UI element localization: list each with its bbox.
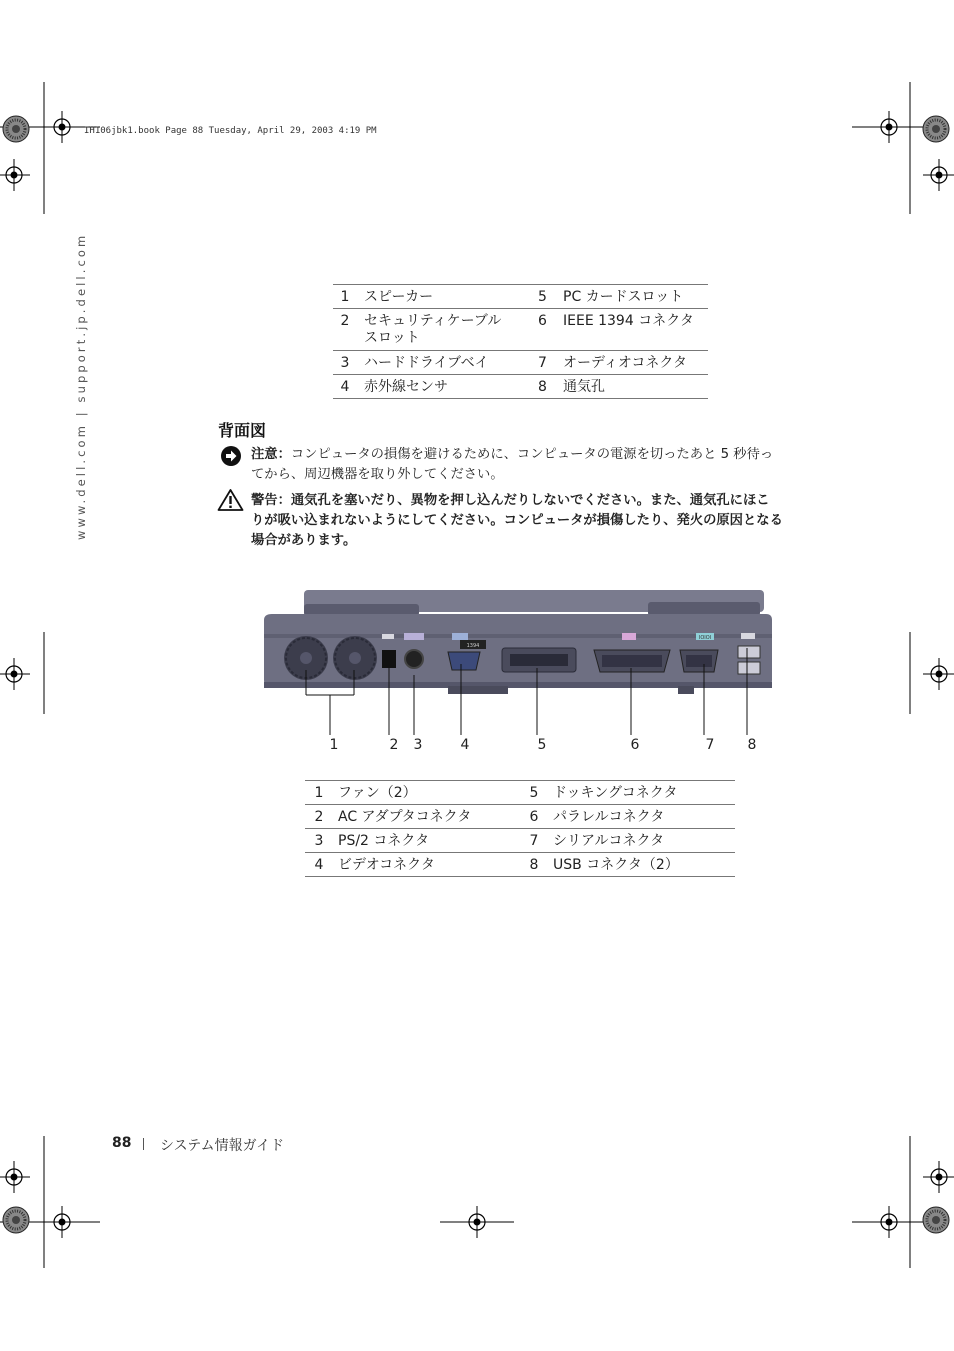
callout-5: 5: [537, 737, 547, 753]
callout-4: 4: [460, 737, 470, 753]
item-label: スピーカー: [364, 289, 434, 305]
item-label: PS/2 コネクタ: [338, 833, 430, 849]
item-number: 1: [314, 785, 324, 801]
warning-text-line1: 通気孔を塞いだり、異物を押し込んだりしないでください。また、通気孔にほこ: [290, 493, 770, 508]
section-title: 背面図: [218, 421, 267, 440]
side-url: www.dell.com | support.jp.dell.com: [74, 232, 88, 540]
notice-label: 注意：: [251, 447, 291, 462]
item-label: 赤外線センサ: [364, 379, 448, 395]
item-label: IEEE 1394 コネクタ: [563, 313, 694, 329]
callout-3: 3: [413, 737, 423, 753]
item-label-cont: スロット: [364, 330, 420, 346]
page-number: 88: [112, 1135, 132, 1151]
table-row: [305, 805, 735, 829]
item-number: 6: [529, 809, 539, 825]
footer-separator: [143, 1138, 144, 1150]
item-number: 7: [529, 833, 539, 849]
item-label: ハードドライブベイ: [364, 355, 489, 371]
item-number: 8: [529, 857, 539, 873]
item-label: シリアルコネクタ: [553, 833, 665, 849]
item-number: 3: [340, 355, 350, 371]
callout-6: 6: [630, 737, 640, 753]
item-label: 通気孔: [563, 379, 605, 395]
item-label: ドッキングコネクタ: [553, 785, 678, 801]
item-label: USB コネクタ（2）: [553, 857, 679, 873]
item-number: 7: [538, 355, 547, 371]
notice-text-line2: てから、周辺機器を取り外してください。: [251, 467, 504, 482]
book-header-line: IH106jbk1.book Page 88 Tuesday, April 29, 2003 4:19 PM: [84, 126, 377, 136]
callout-8: 8: [747, 737, 757, 753]
callout-2: 2: [389, 737, 399, 753]
item-number: 3: [314, 833, 324, 849]
item-number: 5: [538, 289, 547, 305]
item-label: セキュリティケーブル: [364, 313, 502, 329]
item-number: 2: [314, 809, 324, 825]
footer-title: システム情報ガイド: [160, 1138, 285, 1154]
warning-text-line2: りが吸い込まれないようにしてください。コンピュータが損傷したり、発火の原因となる: [251, 513, 783, 528]
table-row: [305, 853, 735, 877]
notice-text-line1: コンピュータの損傷を避けるために、コンピュータの電源を切ったあと 5 秒待っ: [290, 447, 774, 462]
bottom-parts-table: [305, 780, 735, 877]
item-number: 8: [538, 379, 547, 395]
item-number: 4: [314, 857, 324, 873]
warning-label: 警告：: [251, 493, 291, 508]
warning-text-line3: 場合があります。: [251, 533, 357, 548]
table-row: [305, 829, 735, 853]
item-label: パラレルコネクタ: [553, 809, 665, 825]
item-number: 1: [340, 289, 350, 305]
callout-7: 7: [705, 737, 715, 753]
item-number: 2: [340, 313, 350, 329]
item-label: PC カードスロット: [563, 289, 684, 305]
item-number: 6: [538, 313, 547, 329]
ieee1394-icon-label: 1394: [466, 643, 480, 649]
item-number: 5: [529, 785, 539, 801]
serial-icon-label: IOIOI: [698, 635, 712, 641]
item-label: ビデオコネクタ: [338, 857, 435, 873]
item-number: 4: [340, 379, 350, 395]
table-row: [305, 781, 735, 805]
item-label: AC アダプタコネクタ: [338, 809, 472, 825]
callout-1: 1: [329, 737, 339, 753]
item-label: ファン（2）: [338, 785, 417, 801]
item-label: オーディオコネクタ: [563, 355, 688, 371]
